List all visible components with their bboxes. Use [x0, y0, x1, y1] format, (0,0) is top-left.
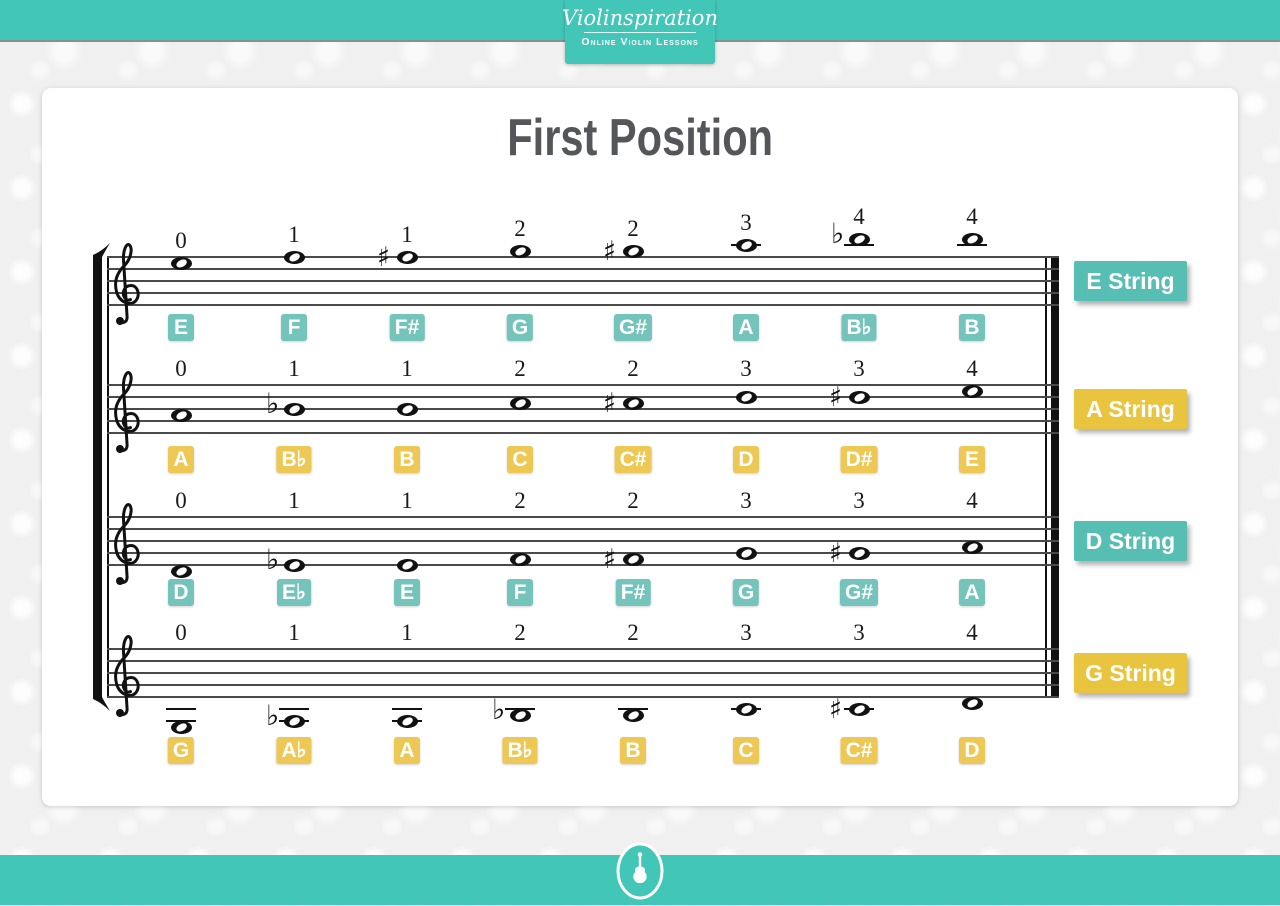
whole-note: [397, 715, 418, 728]
staff-line: [107, 408, 1059, 410]
whole-note: [171, 257, 192, 270]
whole-note: [284, 403, 305, 416]
final-barline-thin: [1045, 257, 1047, 697]
finger-number: 3: [740, 210, 752, 235]
whole-note: [171, 721, 192, 734]
staff-line: [107, 648, 1059, 650]
note-hole: [175, 721, 188, 732]
staff-line: [107, 672, 1059, 674]
staff-line: [107, 268, 1059, 270]
staff-line: [107, 304, 1059, 306]
staff-line: [107, 516, 1059, 518]
note-hole: [401, 715, 414, 726]
note-name-badge: B: [394, 446, 420, 473]
note-hole: [401, 403, 414, 414]
note-hole: [401, 559, 414, 570]
note-hole: [175, 257, 188, 268]
note-name-badge: D: [733, 446, 759, 473]
finger-number: 2: [514, 620, 526, 645]
whole-note: [284, 251, 305, 264]
note-name-badge: G: [168, 737, 194, 764]
whole-note: [623, 553, 644, 566]
note-name-badge: G#: [840, 579, 878, 606]
note-hole: [175, 409, 188, 420]
finger-number: 4: [966, 620, 978, 645]
whole-note: [623, 709, 644, 722]
staff-line: [107, 660, 1059, 662]
note-hole: [288, 403, 301, 414]
note-hole: [514, 397, 527, 408]
accidental-sharp-icon: ♯: [603, 236, 617, 267]
ledger-line: [392, 708, 422, 710]
finger-number: 2: [627, 216, 639, 241]
finger-number: 2: [627, 488, 639, 513]
accidental-flat-icon: ♭: [266, 387, 280, 420]
whole-note: [849, 703, 870, 716]
accidental-flat-icon: ♭: [492, 693, 506, 726]
note-name-badge: D: [959, 737, 985, 764]
note-hole: [853, 391, 866, 402]
finger-number: 1: [288, 620, 300, 645]
note-hole: [514, 245, 527, 256]
brand-name: Violinspiration: [562, 6, 718, 30]
note-hole: [175, 565, 188, 576]
staff-line: [107, 280, 1059, 282]
note-hole: [627, 553, 640, 564]
finger-number: 1: [401, 488, 413, 513]
whole-note: [397, 559, 418, 572]
whole-note: [171, 565, 192, 578]
whole-note: [849, 547, 870, 560]
note-name-badge: G: [733, 579, 759, 606]
note-name-badge: B: [620, 737, 646, 764]
note-name-badge: B♭: [502, 737, 537, 764]
note-name-badge: G: [507, 314, 533, 341]
note-name-badge: F: [281, 314, 307, 341]
whole-note: [510, 709, 531, 722]
finger-number: 1: [401, 356, 413, 381]
note-name-badge: C#: [615, 446, 652, 473]
accidental-flat-icon: ♭: [266, 543, 280, 576]
whole-note: [962, 233, 983, 246]
finger-number: 3: [853, 356, 865, 381]
note-name-badge: F#: [616, 579, 651, 606]
treble-clef-icon: [111, 496, 145, 595]
finger-number: 2: [627, 620, 639, 645]
finger-number: 1: [288, 356, 300, 381]
accidental-flat-icon: ♭: [266, 699, 280, 732]
staff-line: [107, 420, 1059, 422]
note-name-badge: B: [959, 314, 985, 341]
finger-number: 1: [401, 222, 413, 247]
finger-number: 3: [740, 356, 752, 381]
note-name-badge: E♭: [277, 579, 311, 606]
note-hole: [288, 715, 301, 726]
note-hole: [966, 541, 979, 552]
note-name-badge: E: [959, 446, 985, 473]
accidental-sharp-icon: ♯: [829, 382, 843, 413]
string-label-g: G String: [1074, 653, 1187, 693]
staff-line: [107, 292, 1059, 294]
accidental-sharp-icon: ♯: [829, 538, 843, 569]
whole-note: [510, 245, 531, 258]
string-label-e: E String: [1074, 261, 1187, 301]
whole-note: [736, 391, 757, 404]
string-label-d: D String: [1074, 521, 1187, 561]
whole-note: [284, 715, 305, 728]
finger-number: 2: [514, 216, 526, 241]
string-label-a: A String: [1074, 389, 1187, 429]
note-name-badge: D#: [841, 446, 878, 473]
accidental-sharp-icon: ♯: [829, 694, 843, 725]
whole-note: [849, 233, 870, 246]
finger-number: 2: [514, 356, 526, 381]
finger-number: 4: [966, 204, 978, 229]
note-name-badge: A: [733, 314, 759, 341]
accidental-sharp-icon: ♯: [377, 242, 391, 273]
accidental-sharp-icon: ♯: [603, 544, 617, 575]
note-name-badge: C#: [841, 737, 878, 764]
note-name-badge: E: [394, 579, 420, 606]
treble-clef-icon: [111, 628, 145, 727]
note-name-badge: A: [959, 579, 985, 606]
note-hole: [853, 233, 866, 244]
staff-line: [107, 696, 1059, 698]
treble-clef-icon: [111, 364, 145, 463]
finger-number: 3: [740, 620, 752, 645]
finger-number: 4: [966, 356, 978, 381]
whole-note: [397, 251, 418, 264]
finger-number: 4: [966, 488, 978, 513]
finger-number: 2: [627, 356, 639, 381]
whole-note: [623, 245, 644, 258]
note-hole: [627, 397, 640, 408]
note-name-badge: A♭: [276, 737, 311, 764]
ledger-line: [166, 708, 196, 710]
ledger-line: [279, 708, 309, 710]
note-hole: [853, 547, 866, 558]
whole-note: [736, 703, 757, 716]
finger-number: 0: [175, 620, 187, 645]
finger-number: 3: [853, 488, 865, 513]
whole-note: [962, 541, 983, 554]
note-name-badge: B♭: [841, 314, 876, 341]
brand-tagline: Online Violin Lessons: [581, 36, 699, 48]
finger-number: 0: [175, 356, 187, 381]
note-hole: [966, 385, 979, 396]
finger-number: 3: [853, 620, 865, 645]
treble-clef-icon: [111, 236, 145, 335]
note-name-badge: G#: [614, 314, 652, 341]
staff-line: [107, 432, 1059, 434]
note-hole: [627, 245, 640, 256]
staff-line: [107, 684, 1059, 686]
accidental-sharp-icon: ♯: [603, 388, 617, 419]
note-name-badge: A: [168, 446, 194, 473]
finger-number: 1: [401, 620, 413, 645]
note-name-badge: C: [733, 737, 759, 764]
violin-badge-icon: [615, 841, 665, 901]
note-name-badge: F#: [390, 314, 425, 341]
note-hole: [514, 553, 527, 564]
system-start-barline: [107, 257, 109, 697]
note-hole: [401, 251, 414, 262]
note-hole: [627, 709, 640, 720]
whole-note: [736, 547, 757, 560]
accidental-flat-icon: ♭: [831, 217, 845, 250]
note-name-badge: D: [168, 579, 194, 606]
note-hole: [966, 697, 979, 708]
note-hole: [740, 239, 753, 250]
finger-number: 2: [514, 488, 526, 513]
finger-number: 0: [175, 228, 187, 253]
note-name-badge: F: [507, 579, 533, 606]
note-hole: [740, 547, 753, 558]
note-name-badge: E: [168, 314, 194, 341]
finger-number: 0: [175, 488, 187, 513]
note-hole: [853, 703, 866, 714]
note-name-badge: B♭: [276, 446, 311, 473]
finger-number: 4: [853, 204, 865, 229]
whole-note: [736, 239, 757, 252]
whole-note: [849, 391, 870, 404]
whole-note: [510, 397, 531, 410]
staff-line: [107, 384, 1059, 386]
whole-note: [510, 553, 531, 566]
whole-note: [284, 559, 305, 572]
note-hole: [288, 559, 301, 570]
note-hole: [740, 703, 753, 714]
note-name-badge: A: [394, 737, 420, 764]
note-hole: [740, 391, 753, 402]
note-hole: [288, 251, 301, 262]
whole-note: [397, 403, 418, 416]
staff-line: [107, 256, 1059, 258]
whole-note: [623, 397, 644, 410]
whole-note: [962, 697, 983, 710]
staff-line: [107, 528, 1059, 530]
final-barline-thick: [1051, 257, 1059, 697]
finger-number: 1: [288, 222, 300, 247]
page-title: First Position: [507, 109, 773, 167]
note-hole: [514, 709, 527, 720]
staff-line: [107, 540, 1059, 542]
note-hole: [966, 233, 979, 244]
finger-number: 3: [740, 488, 752, 513]
staff-line: [107, 396, 1059, 398]
staff-line: [107, 552, 1059, 554]
whole-note: [171, 409, 192, 422]
whole-note: [962, 385, 983, 398]
finger-number: 1: [288, 488, 300, 513]
note-name-badge: C: [507, 446, 533, 473]
staff-line: [107, 564, 1059, 566]
